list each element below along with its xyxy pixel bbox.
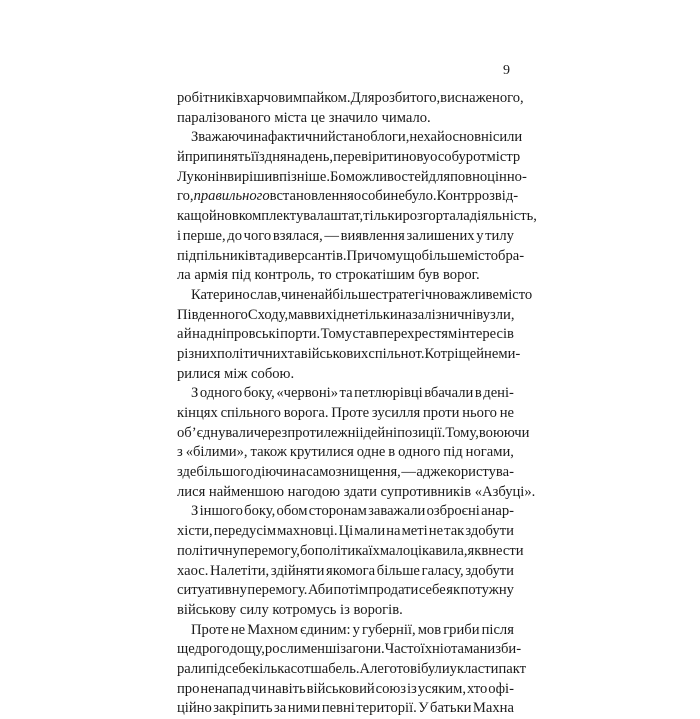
word: продати — [368, 582, 419, 599]
word: одного — [199, 385, 243, 402]
text-line — [177, 680, 514, 700]
text-line — [177, 227, 514, 247]
text-line — [177, 443, 514, 463]
word: єдиним: — [300, 621, 351, 638]
word: з — [177, 444, 183, 461]
word: З — [191, 503, 199, 520]
word: ще — [458, 345, 477, 362]
word: Бо — [330, 168, 346, 185]
word: й — [183, 326, 192, 343]
word: Але — [359, 660, 384, 677]
word: «червоні» — [276, 385, 338, 402]
word: анар- — [481, 503, 514, 520]
word: щедрого — [177, 641, 230, 658]
word: петлюрівці — [354, 385, 423, 402]
word: пізніше. — [279, 168, 331, 185]
word: порти. — [280, 326, 321, 343]
word: на — [286, 149, 302, 166]
word: адже — [416, 464, 447, 481]
emphasis-word: правильного — [193, 188, 270, 205]
text-line — [177, 266, 514, 286]
line-text: ла армія під контроль, то строкатішим був ворог. — [177, 267, 480, 284]
word: внести — [481, 542, 524, 559]
text-line — [177, 306, 514, 326]
word: Контррозвід- — [436, 188, 519, 205]
word: гриби — [443, 621, 480, 638]
word: передусім — [213, 523, 277, 540]
word: пакт — [498, 660, 527, 677]
word: мали — [354, 523, 386, 540]
word: не — [344, 306, 359, 323]
word: спільного — [220, 405, 281, 421]
word: менші — [301, 641, 341, 658]
word: перевірити — [333, 149, 402, 166]
word: облоги, — [362, 129, 410, 146]
word: не — [296, 286, 311, 303]
word: виснаженого, — [440, 90, 524, 106]
word: — — [324, 227, 339, 244]
word: Катеринослав, — [191, 286, 281, 303]
word: нього — [462, 405, 497, 421]
word: через — [253, 424, 288, 441]
word: на — [397, 306, 412, 323]
word: У — [418, 700, 429, 717]
word: «білими», — [185, 444, 248, 461]
word: чого — [243, 227, 272, 244]
word: залізничні — [412, 306, 477, 323]
word: зусилля — [371, 405, 421, 421]
word: виявлення — [340, 227, 405, 244]
word: підпільників — [177, 247, 256, 264]
word: інтересів — [457, 326, 514, 343]
text-line — [177, 345, 521, 365]
word: укласти — [449, 660, 499, 677]
word: ногами, — [465, 444, 514, 461]
text-line — [177, 89, 524, 109]
word: ситуативну — [177, 582, 247, 599]
word: крутилися — [289, 444, 354, 461]
word: й — [476, 345, 485, 362]
word: Проте — [331, 405, 370, 421]
word: робітників — [177, 90, 244, 106]
word: себе — [418, 582, 446, 599]
word: позиції. — [397, 424, 446, 441]
word: харчовим — [243, 90, 303, 106]
word: та — [339, 385, 353, 402]
word: припинять — [184, 149, 251, 166]
text-line — [177, 424, 530, 444]
word: тилу — [485, 227, 514, 244]
word: одного — [398, 444, 441, 461]
word: ротмістр — [465, 149, 521, 166]
word: З — [191, 385, 199, 402]
word: одне — [356, 444, 386, 461]
word: навіть — [267, 680, 306, 697]
word: спільнот. — [368, 345, 425, 362]
word: хто — [466, 680, 488, 697]
page-number: 9 — [503, 63, 510, 78]
word: воюючи — [478, 424, 530, 441]
word: ка — [177, 208, 191, 225]
word: дня — [264, 149, 287, 166]
word: нехай — [409, 129, 445, 146]
text-line — [177, 247, 525, 267]
word: махновці. — [277, 523, 338, 540]
word: ненапад — [200, 680, 251, 697]
word: як — [467, 542, 482, 559]
word: здобути — [465, 523, 514, 540]
word: ми- — [498, 345, 521, 362]
word: день, — [301, 149, 334, 166]
word: самознищення, — [306, 464, 401, 481]
word: здійняти — [270, 562, 325, 579]
word: дніпровські — [206, 326, 280, 343]
word: вузли, — [476, 306, 515, 323]
word: хаос. — [177, 562, 209, 579]
word: взялася, — [272, 227, 323, 244]
text-line — [177, 522, 514, 542]
word: губернії, — [361, 621, 416, 638]
word: проти — [423, 405, 460, 421]
word: обом — [276, 503, 308, 520]
word: на — [192, 326, 207, 343]
text-line — [177, 207, 537, 227]
word: з — [259, 149, 265, 166]
word: стан — [335, 129, 363, 146]
word: місто — [498, 286, 533, 303]
word: вбачали — [424, 385, 474, 402]
word: мов — [417, 621, 442, 638]
word: Проте — [191, 621, 229, 638]
word: так — [444, 523, 465, 540]
word: зби- — [495, 641, 522, 658]
text-line — [177, 581, 514, 601]
word: кінцях — [177, 405, 218, 421]
text-line — [177, 542, 524, 562]
word: основні — [444, 129, 493, 146]
word: що — [403, 247, 422, 264]
word: бо — [299, 542, 315, 559]
word: дощу, — [229, 641, 265, 658]
word: усяким, — [417, 680, 467, 697]
text-line — [177, 562, 514, 582]
word: Для — [350, 90, 375, 106]
word: здобути — [465, 562, 514, 579]
word: чи — [280, 286, 297, 303]
word: рали — [177, 660, 206, 677]
word: потужну — [460, 582, 514, 599]
text-line — [177, 404, 514, 424]
word: місто — [464, 247, 499, 264]
word: озброєні — [426, 503, 480, 520]
word: ідейні — [359, 424, 398, 441]
word: Луконін — [177, 168, 228, 185]
word: після — [481, 621, 514, 638]
word: на — [253, 129, 268, 146]
word: території. — [356, 700, 417, 717]
word: політичну — [177, 542, 240, 559]
word: став — [352, 326, 379, 343]
word: під — [443, 444, 463, 461]
word: не — [484, 345, 499, 362]
word: найбільше — [310, 286, 376, 303]
word: як — [446, 582, 461, 599]
word: Тому, — [445, 424, 479, 441]
text-line — [177, 502, 514, 522]
word: особи — [353, 188, 391, 205]
word: бра- — [498, 247, 525, 264]
word: якомога — [326, 562, 376, 579]
word: Тому — [320, 326, 352, 343]
word: важливе — [447, 286, 499, 303]
text-line — [177, 601, 514, 621]
word: політика — [314, 542, 369, 559]
word: вихід — [310, 306, 345, 323]
word: повноцінно- — [450, 168, 527, 185]
text-line — [177, 187, 519, 207]
word: Ці — [338, 523, 354, 540]
text-line — [177, 168, 527, 188]
word: та — [255, 247, 269, 264]
word: не — [428, 523, 444, 540]
word: не — [230, 621, 246, 638]
word: їх — [368, 542, 380, 559]
word: дені- — [483, 385, 514, 402]
word: вкомплектувала — [231, 208, 331, 225]
word: Часто — [384, 641, 421, 658]
word: розбитого, — [374, 90, 441, 106]
word: Махна — [472, 700, 514, 717]
line-text: лися найменшою нагодою здати супротивників «Азбуці». — [177, 483, 536, 500]
word: і — [177, 227, 182, 244]
word: галасу, — [421, 562, 464, 579]
word: отамани — [443, 641, 496, 658]
text-line — [177, 621, 514, 641]
word: Аби — [307, 582, 334, 599]
line-text: паралізованого міста це значило чимало. — [177, 109, 431, 126]
word: військовий — [306, 680, 375, 697]
word: чи — [251, 680, 267, 697]
word: не — [499, 405, 514, 421]
word: під — [206, 660, 226, 677]
word: Котрі — [424, 345, 459, 362]
word: більше — [421, 247, 465, 264]
text-line — [177, 660, 527, 680]
line-text: військову силу котромусь із ворогів. — [177, 601, 403, 618]
word: в — [388, 444, 396, 461]
word: на — [386, 523, 401, 540]
word: не — [390, 188, 405, 205]
word: за — [274, 700, 287, 717]
word: батьки — [430, 700, 472, 717]
word: її — [250, 149, 260, 166]
word: Причому — [346, 247, 404, 264]
word: боку, — [243, 385, 275, 402]
word: було. — [404, 188, 437, 205]
text-line — [177, 365, 514, 385]
word: нову — [401, 149, 431, 166]
word: заважали — [368, 503, 426, 520]
word: хісти, — [177, 523, 213, 540]
text-line — [177, 148, 521, 168]
word: про — [177, 680, 200, 697]
word: цікавила, — [410, 542, 468, 559]
word: Махном — [247, 621, 299, 638]
word: більше — [376, 562, 420, 579]
word: диверсантів. — [268, 247, 347, 264]
word: Налетіти, — [210, 562, 270, 579]
word: сили — [492, 129, 523, 146]
word: стратегічно — [375, 286, 448, 303]
word: можливостей — [345, 168, 429, 185]
word: готові — [383, 660, 422, 677]
word: штат, — [330, 208, 364, 225]
word: го, — [177, 188, 194, 205]
word: офі- — [488, 680, 514, 697]
word: у — [476, 227, 484, 244]
word: Сходу, — [247, 306, 289, 323]
word: перше, — [182, 227, 226, 244]
word: себе — [225, 660, 253, 677]
word: були — [421, 660, 450, 677]
text-line — [177, 286, 533, 306]
line-text: рилися між собою. — [177, 365, 295, 382]
word: користува- — [447, 464, 514, 481]
word: кількасот — [252, 660, 311, 677]
word: на — [291, 464, 306, 481]
word: та — [287, 345, 301, 362]
word: й — [177, 149, 185, 166]
word: в — [474, 385, 482, 402]
word: військових — [300, 345, 369, 362]
word: залишених — [406, 227, 475, 244]
word: у — [352, 621, 360, 638]
word: перемогу. — [247, 582, 308, 599]
word: іншого — [199, 503, 243, 520]
word: фактичний — [267, 129, 336, 146]
word: а — [177, 326, 184, 343]
word: із — [406, 680, 417, 697]
text-line — [177, 384, 514, 404]
word: потім — [333, 582, 369, 599]
word: також — [250, 444, 287, 461]
word: діючи — [253, 464, 291, 481]
word: особу — [430, 149, 466, 166]
word: політичних — [217, 345, 288, 362]
text-line — [177, 699, 514, 719]
word: різних — [177, 345, 218, 362]
text-line — [177, 483, 536, 503]
word: здебільшого — [177, 464, 254, 481]
word: розгортала — [402, 208, 470, 225]
text-line — [177, 463, 514, 483]
word: протилежні — [287, 424, 360, 441]
word: перемогу, — [239, 542, 300, 559]
word: ними — [287, 700, 321, 717]
word: щойно — [190, 208, 232, 225]
word: — — [401, 464, 416, 481]
word: союз — [375, 680, 407, 697]
word: закріпить — [213, 700, 273, 717]
word: ційно — [177, 700, 212, 717]
word: шабель. — [310, 660, 360, 677]
word: росли — [264, 641, 302, 658]
word: мало — [379, 542, 411, 559]
word: боку, — [244, 503, 276, 520]
text-line — [177, 325, 514, 345]
word: ворога. — [283, 405, 329, 421]
word: загони. — [340, 641, 385, 658]
word: сторонам — [308, 503, 367, 520]
word: мав — [288, 306, 311, 323]
word: тільки — [363, 208, 403, 225]
word: Зважаючи — [191, 129, 254, 146]
body-text — [177, 89, 537, 719]
word: до — [227, 227, 242, 244]
word: об’єднували — [177, 424, 254, 441]
word: Південного — [177, 306, 248, 323]
word: перехрестям — [379, 326, 458, 343]
word: тільки — [358, 306, 398, 323]
word: встановлення — [269, 188, 354, 205]
word: певні — [321, 700, 355, 717]
word: діяльність, — [469, 208, 537, 225]
word: їхні — [420, 641, 444, 658]
text-line — [177, 109, 514, 129]
text-line — [177, 640, 522, 660]
word: для — [428, 168, 451, 185]
word: меті — [401, 523, 428, 540]
text-line — [177, 128, 523, 148]
word: пайком. — [302, 90, 351, 106]
word: вирішив — [227, 168, 280, 185]
